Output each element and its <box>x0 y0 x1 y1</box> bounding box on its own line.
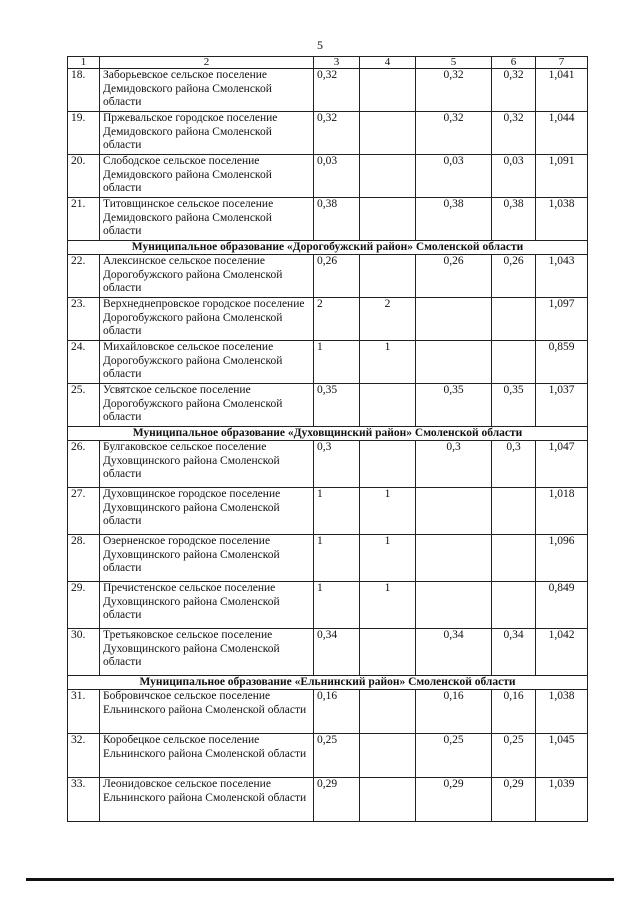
cell-col5: 0,25 <box>416 734 492 778</box>
cell-col5 <box>416 341 492 384</box>
cell-col7: 1,097 <box>536 298 588 341</box>
row-number: 27. <box>68 488 100 535</box>
row-number: 29. <box>68 582 100 629</box>
cell-col5: 0,38 <box>416 198 492 241</box>
cell-col6 <box>492 298 536 341</box>
section-heading-row <box>68 676 588 690</box>
cell-col5: 0,32 <box>416 112 492 155</box>
column-header: 4 <box>360 57 416 69</box>
table-header-row <box>68 57 588 69</box>
cell-col5: 0,03 <box>416 155 492 198</box>
table-row <box>68 488 588 535</box>
table-row <box>68 690 588 734</box>
cell-col6: 0,25 <box>492 734 536 778</box>
cell-col5: 0,26 <box>416 255 492 298</box>
table-row <box>68 198 588 241</box>
cell-col7: 1,044 <box>536 112 588 155</box>
cell-col3: 2 <box>314 298 360 341</box>
cell-col3: 0,25 <box>314 734 360 778</box>
cell-col4: 2 <box>360 298 416 341</box>
table-row <box>68 298 588 341</box>
settlement-name: Озерненское городское поселение Духовщинского района Смоленской области <box>100 535 314 582</box>
row-number: 26. <box>68 441 100 488</box>
cell-col4: 1 <box>360 535 416 582</box>
cell-col7: 1,037 <box>536 384 588 427</box>
cell-col6 <box>492 535 536 582</box>
table-row <box>68 441 588 488</box>
cell-col5 <box>416 298 492 341</box>
cell-col3: 0,29 <box>314 778 360 822</box>
table-row <box>68 255 588 298</box>
cell-col3: 0,35 <box>314 384 360 427</box>
settlement-name: Леонидовское сельское поселение Ельнинского района Смоленской области <box>100 778 314 822</box>
cell-col7: 1,038 <box>536 690 588 734</box>
cell-col3: 1 <box>314 535 360 582</box>
cell-col4 <box>360 255 416 298</box>
cell-col7: 1,045 <box>536 734 588 778</box>
cell-col4 <box>360 112 416 155</box>
cell-col3: 1 <box>314 488 360 535</box>
settlement-name: Михайловское сельское поселение Дорогобужского района Смоленской области <box>100 341 314 384</box>
cell-col4 <box>360 69 416 112</box>
cell-col4 <box>360 155 416 198</box>
cell-col6: 0,32 <box>492 69 536 112</box>
cell-col5: 0,29 <box>416 778 492 822</box>
row-number: 24. <box>68 341 100 384</box>
table-row <box>68 112 588 155</box>
settlement-name: Слободское сельское поселение Демидовского района Смоленской области <box>100 155 314 198</box>
data-table <box>67 56 588 822</box>
cell-col3: 0,34 <box>314 629 360 676</box>
settlement-name: Верхнеднепровское городское поселение Дорогобужского района Смоленской области <box>100 298 314 341</box>
cell-col3: 0,32 <box>314 69 360 112</box>
section-title: Муниципальное образование «Дорогобужский район» Смоленской области <box>68 241 588 255</box>
cell-col7: 1,047 <box>536 441 588 488</box>
table-row <box>68 629 588 676</box>
table-row <box>68 341 588 384</box>
cell-col5 <box>416 535 492 582</box>
settlement-name: Заборьевское сельское поселение Демидовского района Смоленской области <box>100 69 314 112</box>
cell-col4 <box>360 690 416 734</box>
row-number: 31. <box>68 690 100 734</box>
cell-col3: 0,3 <box>314 441 360 488</box>
cell-col6 <box>492 582 536 629</box>
cell-col5: 0,16 <box>416 690 492 734</box>
cell-col4: 1 <box>360 582 416 629</box>
row-number: 30. <box>68 629 100 676</box>
cell-col5: 0,32 <box>416 69 492 112</box>
column-header: 6 <box>492 57 536 69</box>
section-title: Муниципальное образование «Духовщинский район» Смоленской области <box>68 427 588 441</box>
settlement-name: Духовщинское городское поселение Духовщинского района Смоленской области <box>100 488 314 535</box>
cell-col6: 0,3 <box>492 441 536 488</box>
cell-col6: 0,03 <box>492 155 536 198</box>
page-number: 5 <box>317 38 323 52</box>
settlement-name: Бобровичское сельское поселение Ельнинского района Смоленской области <box>100 690 314 734</box>
cell-col7: 1,091 <box>536 155 588 198</box>
settlement-name: Булгаковское сельское поселение Духовщинского района Смоленской области <box>100 441 314 488</box>
table-row <box>68 535 588 582</box>
table-row <box>68 778 588 822</box>
cell-col3: 1 <box>314 582 360 629</box>
bottom-rule <box>26 878 614 881</box>
cell-col7: 1,043 <box>536 255 588 298</box>
table-row <box>68 155 588 198</box>
cell-col3: 0,38 <box>314 198 360 241</box>
cell-col5 <box>416 488 492 535</box>
row-number: 21. <box>68 198 100 241</box>
cell-col4 <box>360 629 416 676</box>
cell-col5 <box>416 582 492 629</box>
column-header: 5 <box>416 57 492 69</box>
cell-col5: 0,34 <box>416 629 492 676</box>
column-header: 1 <box>68 57 100 69</box>
cell-col7: 1,018 <box>536 488 588 535</box>
table-row <box>68 384 588 427</box>
cell-col6 <box>492 341 536 384</box>
cell-col4 <box>360 778 416 822</box>
settlement-name: Третьяковское сельское поселение Духовщинского района Смоленской области <box>100 629 314 676</box>
cell-col4 <box>360 198 416 241</box>
cell-col4: 1 <box>360 341 416 384</box>
cell-col7: 1,039 <box>536 778 588 822</box>
table-row <box>68 734 588 778</box>
row-number: 32. <box>68 734 100 778</box>
cell-col6: 0,38 <box>492 198 536 241</box>
settlement-name: Усвятское сельское поселение Дорогобужского района Смоленской области <box>100 384 314 427</box>
cell-col7: 1,096 <box>536 535 588 582</box>
cell-col4 <box>360 384 416 427</box>
cell-col6: 0,16 <box>492 690 536 734</box>
cell-col6: 0,29 <box>492 778 536 822</box>
cell-col3: 0,16 <box>314 690 360 734</box>
settlement-name: Пречистенское сельское поселение Духовщинского района Смоленской области <box>100 582 314 629</box>
cell-col7: 0,849 <box>536 582 588 629</box>
cell-col3: 0,03 <box>314 155 360 198</box>
cell-col7: 1,041 <box>536 69 588 112</box>
section-title: Муниципальное образование «Ельнинский район» Смоленской области <box>68 676 588 690</box>
cell-col6 <box>492 488 536 535</box>
cell-col4 <box>360 734 416 778</box>
row-number: 18. <box>68 69 100 112</box>
cell-col3: 0,32 <box>314 112 360 155</box>
cell-col7: 0,859 <box>536 341 588 384</box>
settlement-name: Алексинское сельское поселение Дорогобужского района Смоленской области <box>100 255 314 298</box>
cell-col4 <box>360 441 416 488</box>
cell-col7: 1,038 <box>536 198 588 241</box>
cell-col6: 0,35 <box>492 384 536 427</box>
row-number: 33. <box>68 778 100 822</box>
settlement-name: Титовщинское сельское поселение Демидовского района Смоленской области <box>100 198 314 241</box>
row-number: 22. <box>68 255 100 298</box>
row-number: 28. <box>68 535 100 582</box>
cell-col3: 0,26 <box>314 255 360 298</box>
cell-col4: 1 <box>360 488 416 535</box>
column-header: 7 <box>536 57 588 69</box>
section-heading-row <box>68 427 588 441</box>
cell-col6: 0,26 <box>492 255 536 298</box>
cell-col6: 0,34 <box>492 629 536 676</box>
cell-col7: 1,042 <box>536 629 588 676</box>
settlement-name: Коробецкое сельское поселение Ельнинского района Смоленской области <box>100 734 314 778</box>
column-header: 3 <box>314 57 360 69</box>
section-heading-row <box>68 241 588 255</box>
cell-col5: 0,35 <box>416 384 492 427</box>
row-number: 25. <box>68 384 100 427</box>
cell-col3: 1 <box>314 341 360 384</box>
table-row <box>68 69 588 112</box>
cell-col5: 0,3 <box>416 441 492 488</box>
row-number: 20. <box>68 155 100 198</box>
settlement-name: Пржевальское городское поселение Демидовского района Смоленской области <box>100 112 314 155</box>
row-number: 23. <box>68 298 100 341</box>
row-number: 19. <box>68 112 100 155</box>
column-header: 2 <box>100 57 314 69</box>
table-row <box>68 582 588 629</box>
cell-col6: 0,32 <box>492 112 536 155</box>
